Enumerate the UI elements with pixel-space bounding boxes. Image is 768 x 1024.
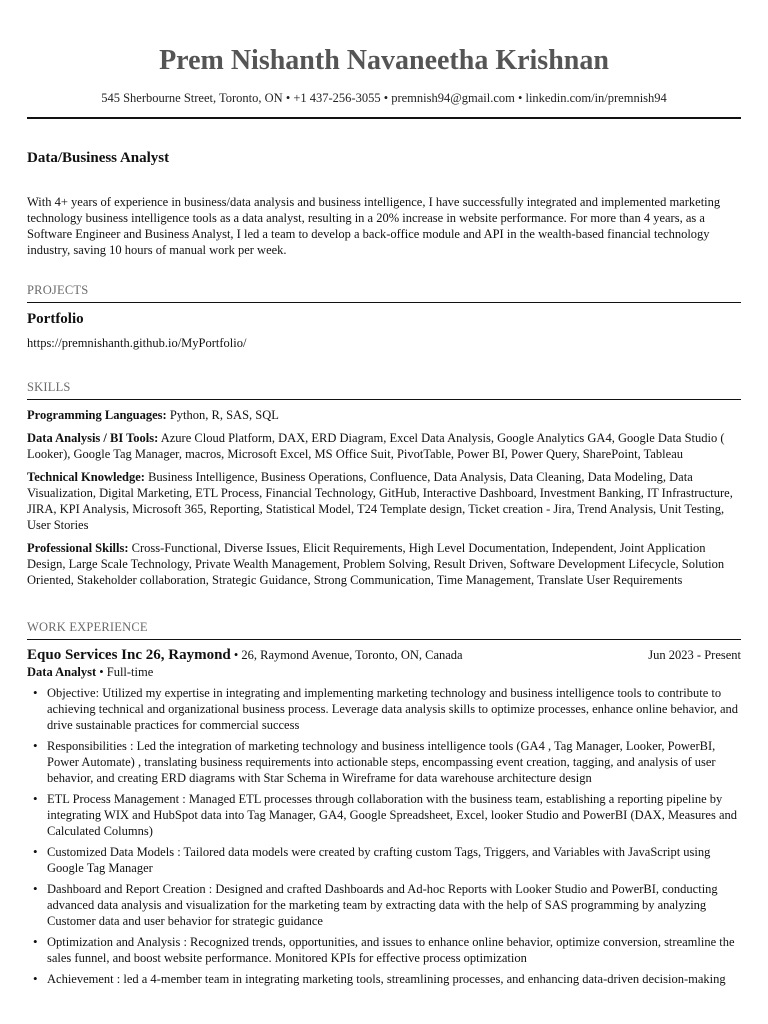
experience-heading: WORK EXPERIENCE — [27, 620, 148, 634]
projects-divider — [27, 302, 741, 303]
job-company: Equo Services Inc 26, Raymond — [27, 647, 231, 663]
experience-section — [27, 619, 741, 987]
skill-text: Azure Cloud Platform, DAX, ERD Diagram, Excel Data Analysis, Google Analytics GA4, Google Data Studio ( Looker), Google Tag Manager, macros, Microsoft Excel, MS Office Suit, PivotTable, Power BI, Power Query, SharePoint, Tableau — [27, 431, 725, 461]
job-type: • Full-time — [96, 665, 154, 679]
job-header — [27, 646, 741, 664]
header-divider — [27, 117, 741, 119]
list-item: • ETL Process Management : Managed ETL processes through collaboration with the business team, establishing a reporting pipeline by integrating WIX and HubSpot data into Tag Manager, GA4, Google Spreadsheet, Excel, looker Studio and PowerBI (DAX, Measures and Calculated Columns) — [47, 791, 741, 839]
job-bullets — [27, 685, 741, 987]
skill-text: Cross-Functional, Diverse Issues, Elicit Requirements, High Level Documentation, Independent, Joint Application Design, Large Scale Technology, Private Wealth Management, Problem Solving, Result Driven, Software Development Lifecycle, Solution Oriented, Stakeholder collaboration, Strategic Guidance, Strong Communication, Time Management, Translate User Requirements — [27, 541, 725, 587]
list-item: • Achievement : led a 4-member team in integrating marketing tools, streamlining processes, and enhancing data-driven decision-making — [47, 971, 741, 987]
project-title: Portfolio — [27, 311, 84, 327]
skill-text: Python, R, SAS, SQL — [166, 408, 279, 422]
skill-label: Data Analysis / BI Tools: — [27, 431, 159, 445]
skill-label: Programming Languages: — [27, 408, 167, 422]
skills-section — [27, 379, 741, 588]
skill-text: Business Intelligence, Business Operations, Confluence, Data Analysis, Data Cleaning, Data Modeling, Data Visualization, Digital Marketing, ETL Process, Financial Technology, GitHub, Interactive Dashboard, Investment Banking, IT Infrastructure, JIRA, KPI Analysis, Microsoft 365, Reporting, Statistical Model, T24 Template design, Ticket creation - Jira, Trend Analysis, Unit Testing, User Stories — [27, 470, 733, 532]
projects-heading: PROJECTS — [27, 283, 89, 297]
skill-bi-tools — [27, 430, 741, 462]
job-company-block — [27, 646, 463, 664]
job-location: • 26, Raymond Avenue, Toronto, ON, Canada — [230, 648, 463, 662]
skill-programming — [27, 407, 741, 423]
skill-label: Professional Skills: — [27, 541, 129, 555]
list-item: • Dashboard and Report Creation : Designed and crafted Dashboards and Ad-hoc Reports with Looker Studio and PowerBI, conducting advanced data analysis and visualization for the marketing team by extracting data with the help of SAS programming by analyzing Customer data and user behavior for strategic guidance — [47, 881, 741, 929]
summary: With 4+ years of experience in business/data analysis and business intelligence, I have successfully integrated and implemented marketing technology business intelligence tools as a data analyst, resulting in a 20% increase in website performance. For more than 4 years, as a Software Engineer and Business Analyst, I led a team to develop a back-office module and API in the wealth-based financial technology industry, saving 10 hours of manual work per week. — [27, 195, 721, 257]
list-item: • Responsibilities : Led the integration of marketing technology and business intelligence tools (GA4 , Tag Manager, Looker, PowerBI, Power Automate) , translating business requirements into actionable steps, encompassing event creation, tagging, and analysis of user behavior, and creating ERD diagrams with Star Schema in Wireframe for data warehouse architecture design — [47, 738, 741, 786]
projects-section — [27, 282, 741, 351]
project-link[interactable]: https://premnishanth.github.io/MyPortfolio/ — [27, 336, 247, 350]
candidate-name: Prem Nishanth Navaneetha Krishnan — [159, 45, 609, 76]
headline: Data/Business Analyst — [27, 150, 170, 166]
job-role: Data Analyst — [27, 665, 97, 679]
list-item: • Optimization and Analysis : Recognized trends, opportunities, and issues to enhance online behavior, optimize conversion, streamline the sales funnel, and boost website performance. Monitored KPIs for effective process optimization — [47, 934, 741, 966]
contact-line: 545 Sherbourne Street, Toronto, ON • +1 437-256-3055 • premnish94@gmail.com • linkedin.com/in/premnish94 — [101, 91, 667, 105]
skills-heading: SKILLS — [27, 380, 71, 394]
skill-professional — [27, 540, 741, 588]
list-item: • Objective: Utilized my expertise in integrating and implementing marketing technology and business intelligence tools to contribute to achieving technical and organizational business process. Leverage data analysis skills to optimize processes, enhance online behavior, and drive sustainable practices for commercial success — [47, 685, 741, 733]
experience-divider — [27, 639, 741, 640]
skills-divider — [27, 399, 741, 400]
skill-label: Technical Knowledge: — [27, 470, 145, 484]
job-role-line — [27, 664, 741, 680]
skill-technical — [27, 469, 741, 533]
list-item: • Customized Data Models : Tailored data models were created by crafting custom Tags, Triggers, and Variables with JavaScript using Google Tag Manager — [47, 844, 741, 876]
job-dates: Jun 2023 - Present — [648, 648, 741, 662]
